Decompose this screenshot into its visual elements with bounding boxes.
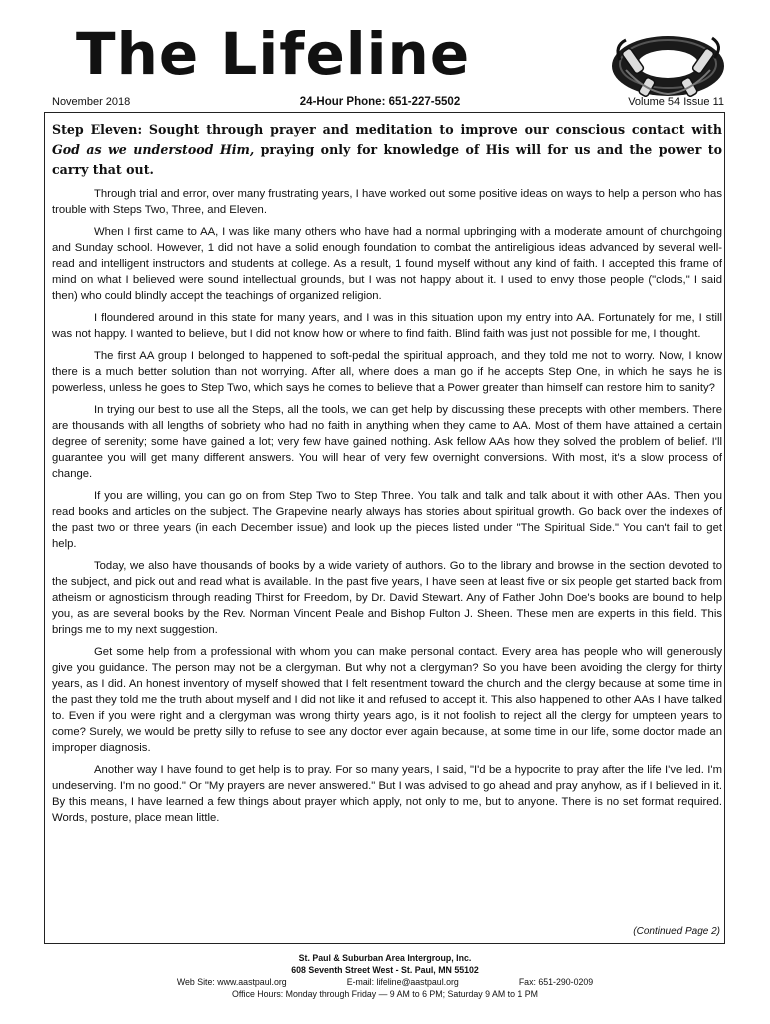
org-address: 608 Seventh Street West - St. Paul, MN 55102: [291, 965, 479, 975]
lifebuoy-icon: [606, 26, 730, 102]
paragraph: If you are willing, you can go on from Step Two to Step Three. You talk and talk and talk about it with other AAs. Then you read books and articles on the subject. The Grapevine nearly always has stories about spiritual growth. Go back over the indexes of the past two or three years (in each December issue) and look up the pieces listed under "The Spiritual Side." You can't fail to get help.: [52, 490, 722, 550]
volume-issue: Volume 54 Issue 11: [628, 96, 724, 108]
website-link[interactable]: Web Site: www.aastpaul.org: [176, 977, 287, 987]
paragraph: In trying our best to use all the Steps, all the tools, we can get help by discussing these precepts with other members. There are thousands with all lengths of sobriety who had no faith in anything when they came to AA. Most of them have attained a certain degree of serenity; some have gained a lot; very few have gained nothing. Ask fellow AAs how they solved the problem of belief. I'll guarantee you will get many different answers. You will hear of very few overnight conversions. With most, it's a slow process of change.: [52, 404, 722, 480]
contact-row: [0, 976, 770, 988]
email-link[interactable]: E-mail: lifeline@aastpaul.org: [346, 977, 459, 987]
paragraph: Today, we also have thousands of books by a wide variety of authors. Go to the library and browse in the section devoted to the subject, and pick out and read what is available. In the past five years, I have seen at least five or six people get started back from atheism or agnosticism through reading Thirst for Freedom, by Dr. David Stewart. Any of Father John Doe's books are bound to help you, as are several books by the Rev. Norman Vincent Peale and Bishop Fulton J. Sheen. These men are experts in this field. This brings me to my next suggestion.: [52, 560, 722, 636]
continued-note: (Continued Page 2): [633, 926, 720, 937]
paragraph: Through trial and error, over many frustrating years, I have worked out some positive ideas on ways to help a person who has trouble with Steps Two, Three, and Eleven.: [52, 188, 722, 216]
fax-number: Fax: 651-290-0209: [518, 977, 594, 987]
heading-emphasis: God as we understood Him,: [52, 142, 255, 157]
paragraph: Another way I have found to get help is to pray. For so many years, I said, "I'd be a hypocrite to pray after the life I've led. I'm undeserving. I'm no good." Or "My prayers are never answered." But I was advised to go ahead and pray anyhow, as if I believed in it. By this means, I have learned a few things about prayer which apply, not only to me, but to anyone. There is no set format required. Words, posture, place mean little.: [52, 764, 722, 824]
newsletter-title: The Lifeline: [76, 20, 471, 88]
issue-date: November 2018: [52, 96, 131, 108]
heading-text-end: praying only for knowledge of His will for us and the power to carry that out.: [52, 142, 722, 177]
step-eleven-heading: [52, 120, 722, 180]
article-body: [52, 120, 722, 832]
hotline-phone: 24-Hour Phone: 651-227-5502: [299, 96, 461, 108]
paragraph: When I first came to AA, I was like many others who have had a normal upbringing with a moderate amount of churchgoing and Sunday school. However, 1 did not have a solid enough foundation to combat the antireligious ideas advanced by several well-read and intelligent instructors and students at college. As a result, 1 found myself without any kind of faith. I accepted this frame of mind on what I believed were sound intellectual grounds, but I was not happy about it. I used to envy those people ("clods," I said then) who could blindly accept the teachings of organized religion.: [52, 226, 722, 302]
org-name: St. Paul & Suburban Area Intergroup, Inc.: [298, 953, 472, 963]
paragraph: Get some help from a professional with whom you can make personal contact. Every area has people who will generously give you guidance. The person may not be a clergyman. But why not a clergyman? So you have been avoiding the clergy for thirty years, as I did. An honest inventory of myself showed that I felt resentment toward the church and the clergy because at some time in the past they told me the truth about myself and I did not like it and refused to accept it. This also happened to other AAs I have talked to. Even if you were right and a clergyman was wrong thirty years ago, is it not foolish to reject all the clergy for umpteen years to come? Surely, we would be pretty silly to refuse to see any doctor ever again because, at some time in our life, some doctor made an improper diagnosis.: [52, 646, 722, 754]
paragraph: The first AA group I belonged to happened to soft-pedal the spiritual approach, and they told me not to worry. Now, I know there is a much better solution than not worrying. After all, where does a man go if he accepts Step One, in which he says he is powerless, unless he goes to Step Two, which says he comes to believe that a Power greater than himself can restore him to sanity?: [52, 350, 722, 394]
heading-text: Step Eleven: Sought through prayer and meditation to improve our conscious contact with: [52, 122, 722, 137]
office-hours: Office Hours: Monday through Friday — 9 AM to 6 PM; Saturday 9 AM to 1 PM: [232, 989, 538, 999]
footer: [0, 952, 770, 1000]
paragraph: I floundered around in this state for many years, and I was in this situation upon my entry into AA. Fortunately for me, I still was not happy. I wanted to believe, but I did not know how or where to find faith. Blind faith was just not possible for me, I thought.: [52, 312, 722, 340]
